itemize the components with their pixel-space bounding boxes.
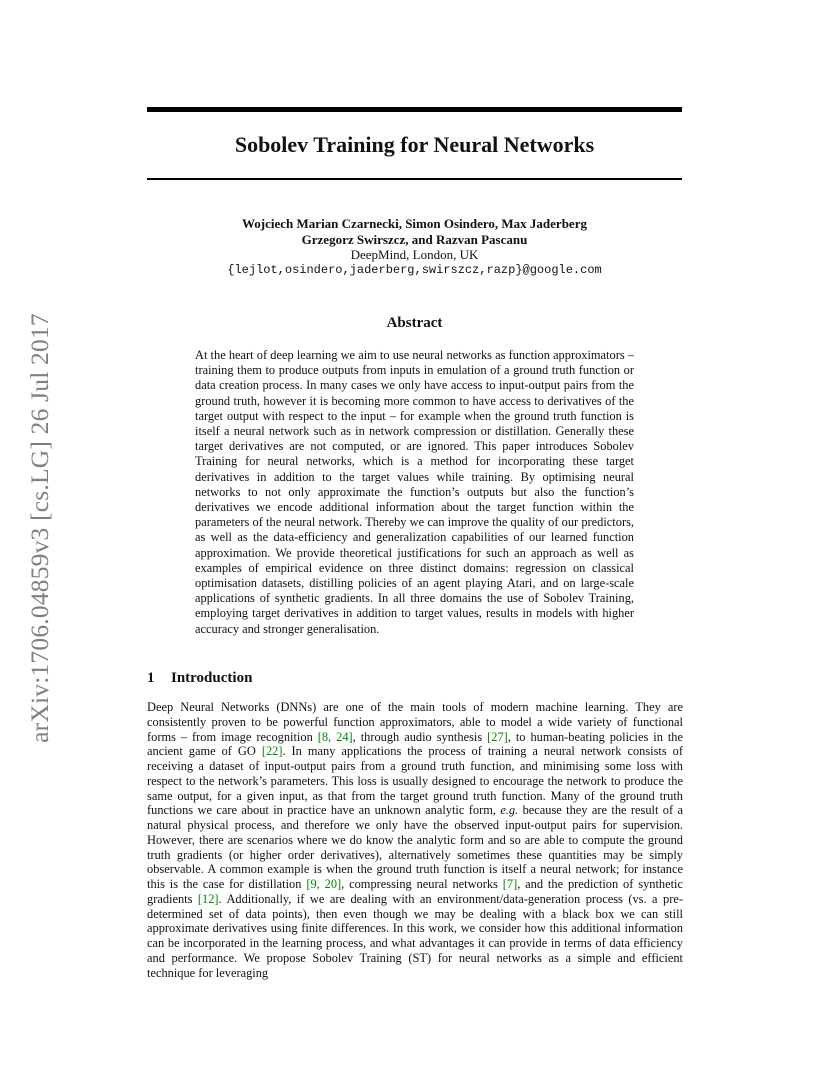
section-number: 1 [147,670,155,686]
intro-text-4: . In many applications the process of training a neural network consists of receiving a dataset of input-output pairs from a ground truth function, and minimising some loss with respect to the network’s parameters. This loss is usually designed to encourage the network to produce the same output, for a given input, as that from the target ground truth function. Many of the ground truth functions we care about in practice have an unknown analytic form, [147,744,683,818]
title-rule-top [147,107,682,112]
authors-line-1: Wojciech Marian Czarnecki, Simon Osindero, Max Jaderberg [242,216,587,231]
author-email: {lejlot,osindero,jaderberg,swirszcz,razp}@google.com [227,262,602,277]
arxiv-stamp [22,296,58,760]
citation-link[interactable]: [12] [197,891,219,906]
citation-link[interactable]: [7] [502,877,518,891]
citation-link[interactable]: [9, 20] [306,877,342,891]
citation-link[interactable]: [22] [261,744,283,759]
author-block [147,216,682,278]
section-title: Introduction [171,670,253,686]
paper-title: Sobolev Training for Neural Networks [234,132,595,157]
intro-text-7: , and the prediction of synthetic gradients [147,877,683,906]
abstract-heading: Abstract [386,315,443,331]
intro-text-8: . Additionally, if we are dealing with an environment/data-generation process (vs. a pre-determined set of data points), then even though we may be dealing with a black box we can still approximate derivatives using finite differences. In this work, we consider how this additional information can be incorporated in the learning process, and what advantages it can provide in terms of data efficiency and performance. We propose Sobolev Training (ST) for neural networks as a simple and efficient technique for leveraging [147,891,683,980]
intro-text-3: , to human-beating policies in the ancient game of GO [147,729,683,759]
citation-link[interactable]: [8, 24] [317,729,353,744]
affiliation: DeepMind, London, UK [350,247,479,262]
title-rule-bottom [147,178,682,180]
abstract-text: At the heart of deep learning we aim to use neural networks as function approximators – training them to produce outputs from inputs in emulation of a ground truth function or data creation process. In many cases we only have access to input-output pairs from the ground truth, however it is becoming more common to have access to derivatives of the target output with respect to the input – for example when the ground truth function is itself a neural network such as in network compression or distillation. Generally these target derivatives are not computed, or are ignored. This paper introduces Sobolev Training for neural networks, which is a method for incorporating these target derivatives in addition to the target values while training. By optimising neural networks to not only approximate the function’s outputs but also the function’s derivatives we encode additional information about the target function within the parameters of the neural network. Thereby we can improve the quality of our predictors, as well as the data-efficiency and generalization capabilities of our learned function approximation. We provide theoretical justifications for such an approach as well as examples of empirical evidence on three distinct domains: regression on classical optimisation datasets, distilling policies of an agent playing Atari, and on large-scale applications of synthetic gradients. In all three domains the use of Sobolev Training, employing target derivatives in addition to target values, results in models with higher accuracy and stronger generalisation. [195,348,634,636]
citation-link[interactable]: [27] [487,729,508,744]
intro-text-1: Deep Neural Networks (DNNs) are one of the main tools of modern machine learning. They are consistently proven to be powerful function approximators, able to model a wide variety of functional forms – from image recognition [147,700,683,744]
authors-line-2: Grzegorz Swirszcz, and Razvan Pascanu [301,231,528,247]
intro-text-2: , through audio synthesis [352,729,488,744]
introduction-paragraph [147,700,683,980]
section-heading-introduction [147,668,682,688]
intro-text-6: , compressing neural networks [341,877,503,891]
intro-text-5: because they are the result of a natural physical process, and therefore we only have the observed input-output pairs for supervision. However, there are scenarios where we do know the analytic form and so are able to compute the ground truth gradients (or higher order derivatives), alternatively sometimes these quantities may be simply observable. A common example is when the ground truth function is itself a neural network; for instance this is the case for distillation [147,803,683,891]
arxiv-id-text: arXiv:1706.04859v3 [cs.LG] 26 Jul 2017 [25,313,55,743]
intro-eg: e.g. [500,803,519,818]
